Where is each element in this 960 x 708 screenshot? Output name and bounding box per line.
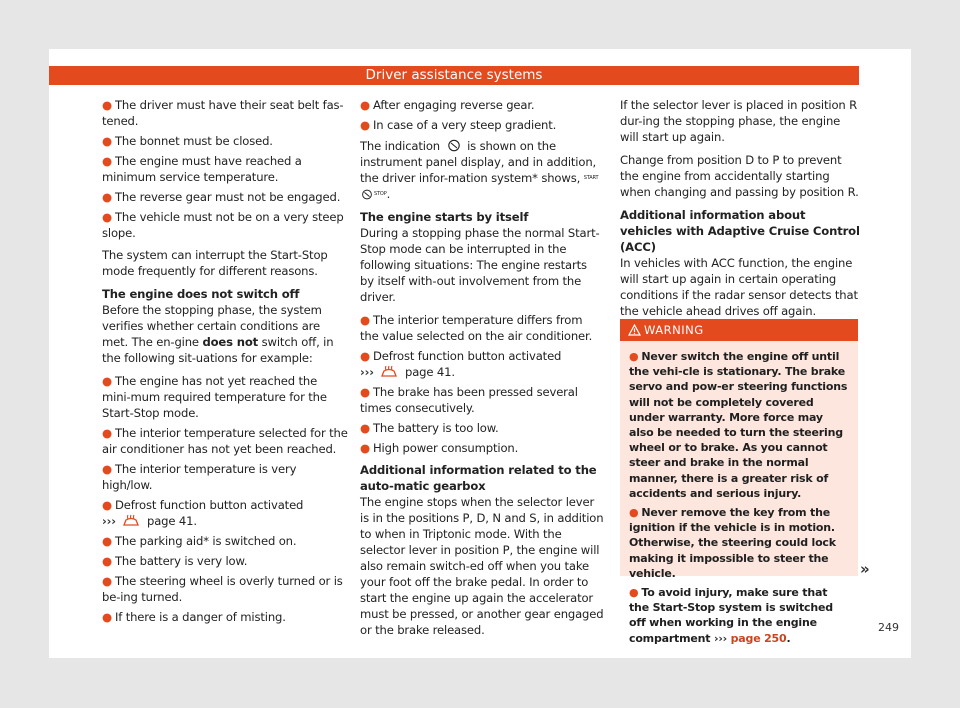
text-span: . [786,631,791,645]
list-item [102,461,348,493]
warning-triangle-icon [628,324,641,336]
subheading: The engine does not switch off [102,287,300,301]
list-item-text: The interior temperature differs from the value selected on the air conditioner. [360,313,593,343]
text-span: . [451,365,455,379]
list-item-text: The vehicle must not be on a very steep slope. [102,210,344,240]
column-left [102,97,348,629]
bullet-icon: ● [102,374,112,388]
list-item [360,348,604,380]
list-item-text: Never switch the engine off until the vehi-cle is stationary. The brake servo and pow-er steering functions will not be completely covered under warranty. More force may also be needed to turn the steering wheel or to brake. As you cannot steer and brake in the normal manner, there is a greater risk of accidents and serious injury. [629,350,848,500]
list-item [360,384,604,416]
warning-title: WARNING [644,323,704,337]
continue-marker: » [860,560,870,578]
warning-header [620,319,858,341]
list-item-text: The reverse gear must not be engaged. [114,190,341,204]
bullet-icon: ● [102,98,112,112]
bullet-list [102,373,348,493]
subheading: The engine starts by itself [360,210,529,224]
bullet-icon: ● [102,154,112,168]
list-item-text: The engine has not yet reached the mini-mum required temperature for the Start-Stop mode. [102,374,327,420]
bullet-icon: ● [102,534,112,548]
list-item [102,553,348,569]
page-link[interactable]: page 250 [730,631,787,645]
list-item-text: The steering wheel is overly turned or is be-ing turned. [102,574,343,604]
list-item-text: In case of a very steep gradient. [372,118,557,132]
warning-body [620,341,858,646]
paragraph: Change from position D to P to prevent the engine from accidentally starting when changing and passing by position R. [620,153,859,199]
list-item [360,312,604,344]
subheading: Additional information about vehicles with Adaptive Cruise Control (ACC) [620,208,860,254]
bullet-icon: ● [360,385,370,399]
list-item-text: If there is a danger of misting. [114,610,286,624]
bullet-icon: ● [102,462,112,476]
xref-arrows: ››› [102,514,116,528]
paragraph [360,138,604,202]
bullet-icon: ● [360,313,370,327]
page-number: 249 [878,621,899,634]
page-link[interactable]: page 41 [404,365,452,379]
paragraph: In vehicles with ACC function, the engine will start up again in certain operating conditions if the radar sensor detects that the vehicle ahead drives off again. [620,256,858,318]
column-middle [360,97,604,645]
bold-text: does not [202,335,259,349]
list-item [102,209,348,241]
page-link[interactable]: page 41 [146,514,194,528]
list-item [629,585,850,646]
list-item [102,425,348,457]
text-span: is shown on the instrument panel display, and in addition, the driver infor-mation system* shows, [360,139,597,185]
bullet-list [102,97,348,241]
list-item [360,420,604,436]
list-item [360,97,604,113]
bullet-icon: ● [629,350,639,363]
list-item-text: The parking aid* is switched on. [114,534,297,548]
list-item-text: The interior temperature is very high/low. [102,462,297,492]
list-item [102,533,348,549]
paragraph: The engine stops when the selector lever is in the positions P, D, N and S, in addition to when in Triptonic mode. With the selector lever in position P, the engine will also remain switch-ed off when you take your foot off the brake pedal. In order to start the engine up again the accelerator must be pressed, or another gear engaged or the brake released. [360,495,604,637]
list-item-text: The driver must have their seat belt fas-tened. [102,98,344,128]
list-item-text: The interior temperature selected for the air conditioner has not yet been reached. [102,426,348,456]
bullet-icon: ● [360,118,370,132]
paragraph: During a stopping phase the normal Start-Stop mode can be interrupted in the following situations: The engine restarts by itself with-out involvement from the driver. [360,226,600,304]
defrost-icon [122,514,140,527]
bullet-icon: ● [102,426,112,440]
start-stop-icon [447,139,461,152]
list-item-text: The battery is very low. [114,554,248,568]
paragraph [102,302,348,366]
list-item-text: The engine must have reached a minimum service temperature. [102,154,302,184]
list-item [102,497,348,529]
warning-box [620,319,858,645]
section-header: Driver assistance systems [49,66,859,85]
list-item [102,153,348,185]
list-item-text: Never remove the key from the ignition if the vehicle is in motion. Otherwise, the steering could lock making it impossible to steer the vehicle. [629,506,836,580]
column-right [620,97,860,326]
list-item-text: To avoid injury, make sure that the Start-Stop system is switched off when working in the engine compartment [629,586,833,645]
list-item [629,349,850,501]
list-item-text: After engaging reverse gear. [372,98,535,112]
bullet-icon: ● [102,210,112,224]
list-item [102,189,348,205]
bullet-icon: ● [102,190,112,204]
defrost-icon [380,365,398,378]
bullet-icon: ● [102,498,112,512]
list-item [102,133,348,149]
list-item [360,440,604,456]
list-item [629,505,850,581]
text-span: switch off, in the following sit-uations for example: [102,335,334,365]
text-span: Before the stopping phase, the system verifies whether certain conditions are met. The en-gine [102,303,322,349]
list-item-text: Defrost function button activated [372,349,562,363]
start-label: START [583,175,599,181]
stop-label: STOP [374,191,387,197]
list-item-text: Defrost function button activated [114,498,304,512]
xref-arrows: ››› [713,631,727,645]
list-item [102,609,348,625]
list-item-text: The bonnet must be closed. [114,134,273,148]
bullet-icon: ● [102,554,112,568]
warning-list [629,349,850,581]
start-stop-icon [361,189,373,200]
bullet-list [102,533,348,625]
list-item [102,373,348,421]
list-item-text: High power consumption. [372,441,519,455]
bullet-icon: ● [102,574,112,588]
list-item [360,117,604,133]
bullet-icon: ● [629,506,639,520]
paragraph: If the selector lever is placed in position R dur-ing the stopping phase, the engine will start up again. [620,98,858,144]
text-span: . [386,187,391,201]
bullet-icon: ● [629,586,639,600]
list-item-text: The brake has been pressed several times consecutively. [360,385,578,415]
list-item-text: The battery is too low. [372,421,499,435]
list-item [102,573,348,605]
list-item [102,97,348,129]
xref-arrows: ››› [360,365,374,379]
bullet-list [360,384,604,456]
subheading: Additional information related to the auto-matic gearbox [360,463,597,493]
bullet-icon: ● [102,610,112,624]
bullet-icon: ● [360,421,370,435]
bullet-icon: ● [360,349,370,363]
text-span: . [193,514,197,528]
bullet-icon: ● [360,441,370,455]
text-span: The indication [360,139,440,153]
paragraph: The system can interrupt the Start-Stop mode frequently for different reasons. [102,248,328,278]
bullet-icon: ● [360,98,370,112]
bullet-icon: ● [102,134,112,148]
bullet-list [360,97,604,133]
